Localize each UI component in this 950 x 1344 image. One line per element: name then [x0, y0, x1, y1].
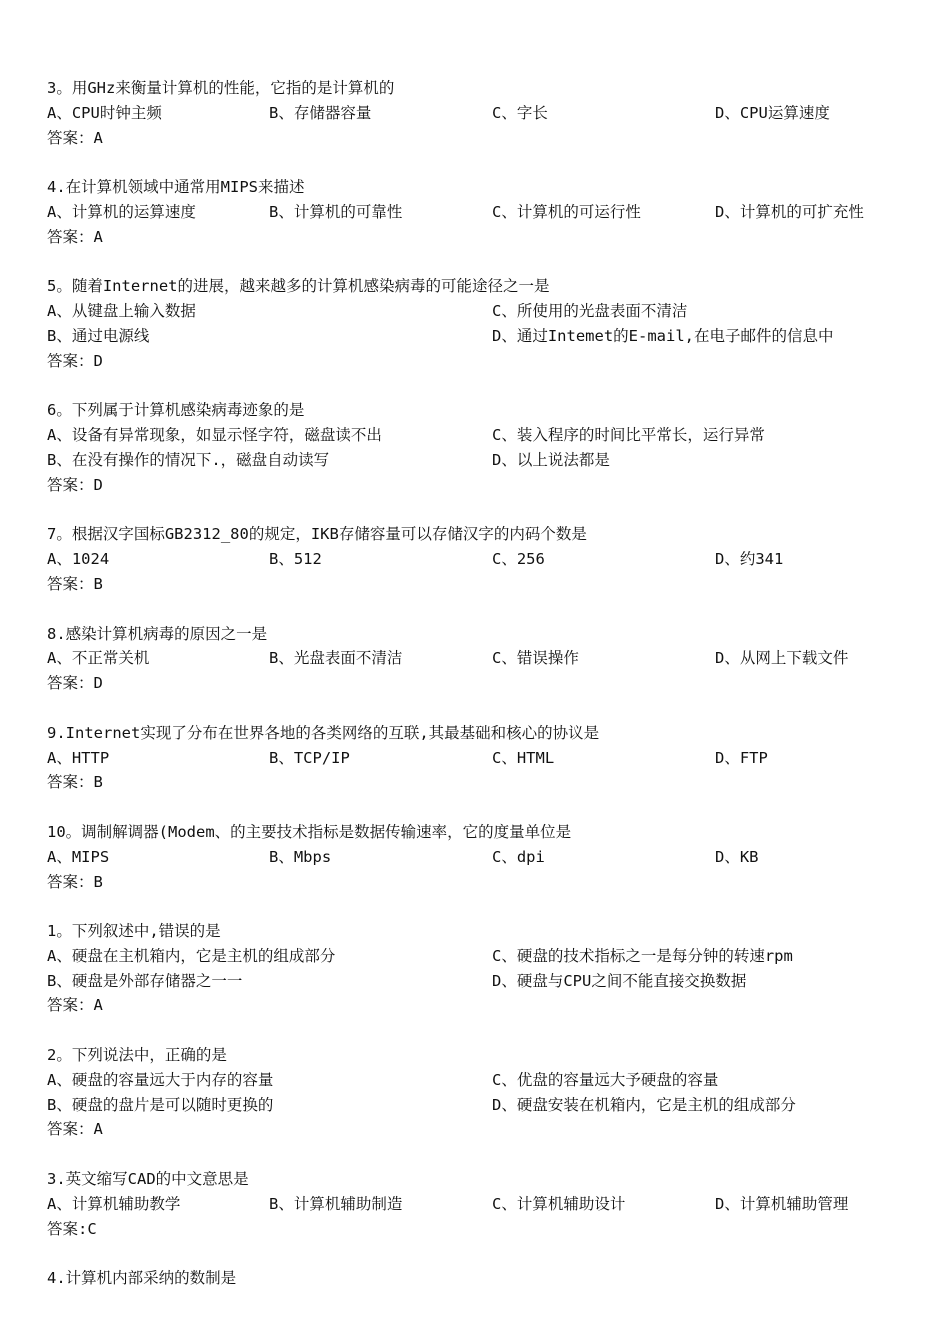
options-row: [47, 969, 907, 994]
answer-option: C、计算机的可运行性: [492, 202, 641, 221]
answer-line: 答案:C: [47, 1219, 97, 1238]
answer-option: D、约341: [715, 550, 784, 569]
question-stem: 9.Internet实现了分布在世界各地的各类网络的互联,其最基础和核心的协议是: [47, 723, 600, 742]
question-block: [47, 721, 907, 795]
options-row: [47, 324, 907, 349]
answer-option: B、计算机辅助制造: [269, 1194, 403, 1213]
answer-option: D、硬盘安装在机箱内，它是主机的组成部分: [492, 1095, 796, 1114]
options-row: [47, 200, 907, 225]
answer-line: 答案：D: [47, 351, 103, 370]
answer-option: D、计算机辅助管理: [715, 1194, 849, 1213]
answer-option: C、优盘的容量远大予硬盘的容量: [492, 1070, 719, 1089]
question-block: [47, 1266, 907, 1291]
question-stem: 4.在计算机领域中通常用MIPS来描述: [47, 178, 305, 197]
answer-line: 答案：A: [47, 1120, 103, 1139]
answer-option: B、硬盘是外部存储器之一一: [47, 971, 243, 990]
options-row: [47, 845, 907, 870]
answer-option: A、计算机的运算速度: [47, 202, 196, 221]
answer-line: 答案：D: [47, 475, 103, 494]
question-stem: 1。下列叙述中,错误的是: [47, 922, 221, 941]
options-row: [47, 448, 907, 473]
answer-option: C、装入程序的时间比平常长，运行异常: [492, 426, 765, 445]
question-stem: 8.感染计算机病毒的原因之一是: [47, 624, 268, 643]
answer-option: D、KB: [715, 847, 759, 866]
answer-line: 答案：A: [47, 996, 103, 1015]
answer-option: C、所使用的光盘表面不清洁: [492, 302, 688, 321]
answer-option: B、512: [269, 550, 322, 569]
answer-line: 答案：B: [47, 872, 103, 891]
answer-line: 答案：A: [47, 227, 103, 246]
question-stem: 5。随着Internet的进展，越来越多的计算机感染病毒的可能途径之一是: [47, 277, 550, 296]
answer-option: A、不正常关机: [47, 649, 150, 668]
answer-option: C、dpi: [492, 847, 545, 866]
options-row: [47, 746, 907, 771]
answer-option: A、从键盘上输入数据: [47, 302, 196, 321]
options-row: [47, 101, 907, 126]
answer-option: B、硬盘的盘片是可以随时更换的: [47, 1095, 274, 1114]
answer-option: D、计算机的可扩充性: [715, 202, 864, 221]
answer-option: C、错误操作: [492, 649, 579, 668]
question-stem: 2。下列说法中，正确的是: [47, 1046, 227, 1065]
answer-option: C、字长: [492, 103, 548, 122]
question-stem: 7。根据汉字国标GB2312_80的规定，IKB存储容量可以存储汉字的内码个数是: [47, 525, 587, 544]
question-stem: 10。调制解调器(Modem、的主要技术指标是数据传输速率，它的度量单位是: [47, 822, 572, 841]
options-row: [47, 1192, 907, 1217]
answer-option: D、FTP: [715, 748, 768, 767]
answer-line: 答案：A: [47, 128, 103, 147]
exam-document: [47, 76, 907, 1316]
answer-option: A、MIPS: [47, 847, 110, 866]
answer-line: 答案：B: [47, 773, 103, 792]
options-row: [47, 547, 907, 572]
answer-option: C、HTML: [492, 748, 555, 767]
options-row: [47, 646, 907, 671]
answer-option: A、设备有异常现象，如显示怪字符，磁盘读不出: [47, 426, 382, 445]
answer-option: B、光盘表面不清洁: [269, 649, 403, 668]
answer-option: B、TCP/IP: [269, 748, 350, 767]
question-block: [47, 274, 907, 373]
question-stem: 4.计算机内部采纳的数制是: [47, 1269, 237, 1288]
answer-option: C、硬盘的技术指标之一是每分钟的转速rpm: [492, 946, 793, 965]
answer-option: A、硬盘的容量远大于内存的容量: [47, 1070, 274, 1089]
question-block: [47, 76, 907, 150]
answer-line: 答案：D: [47, 674, 103, 693]
question-block: [47, 622, 907, 696]
answer-option: D、CPU运算速度: [715, 103, 830, 122]
answer-option: B、在没有操作的情况下.，磁盘自动读写: [47, 450, 330, 469]
answer-option: B、通过电源线: [47, 326, 150, 345]
question-block: [47, 820, 907, 894]
answer-option: B、计算机的可靠性: [269, 202, 403, 221]
answer-option: A、CPU时钟主频: [47, 103, 162, 122]
options-row: [47, 1093, 907, 1118]
answer-option: B、Mbps: [269, 847, 332, 866]
answer-option: A、计算机辅助教学: [47, 1194, 181, 1213]
options-row: [47, 1068, 907, 1093]
question-stem: 3.英文缩写CAD的中文意思是: [47, 1170, 249, 1189]
question-block: [47, 1167, 907, 1241]
question-block: [47, 522, 907, 596]
answer-option: B、存储器容量: [269, 103, 372, 122]
options-row: [47, 299, 907, 324]
question-stem: 3。用GHz来衡量计算机的性能，它指的是计算机的: [47, 79, 395, 97]
answer-option: D、硬盘与CPU之间不能直接交换数据: [492, 971, 747, 990]
answer-option: D、通过Intemet的E-mail,在电子邮件的信息中: [492, 326, 834, 345]
question-stem: 6。下列属于计算机感染病毒迹象的是: [47, 401, 305, 420]
answer-option: A、1024: [47, 550, 110, 569]
answer-option: A、HTTP: [47, 748, 110, 767]
answer-line: 答案：B: [47, 574, 103, 593]
answer-option: D、以上说法都是: [492, 450, 610, 469]
question-block: [47, 398, 907, 497]
answer-option: C、计算机辅助设计: [492, 1194, 626, 1213]
question-block: [47, 175, 907, 249]
options-row: [47, 944, 907, 969]
answer-option: A、硬盘在主机箱内，它是主机的组成部分: [47, 946, 336, 965]
answer-option: C、256: [492, 550, 545, 569]
answer-option: D、从网上下载文件: [715, 649, 849, 668]
question-block: [47, 1043, 907, 1142]
options-row: [47, 423, 907, 448]
question-block: [47, 919, 907, 1018]
